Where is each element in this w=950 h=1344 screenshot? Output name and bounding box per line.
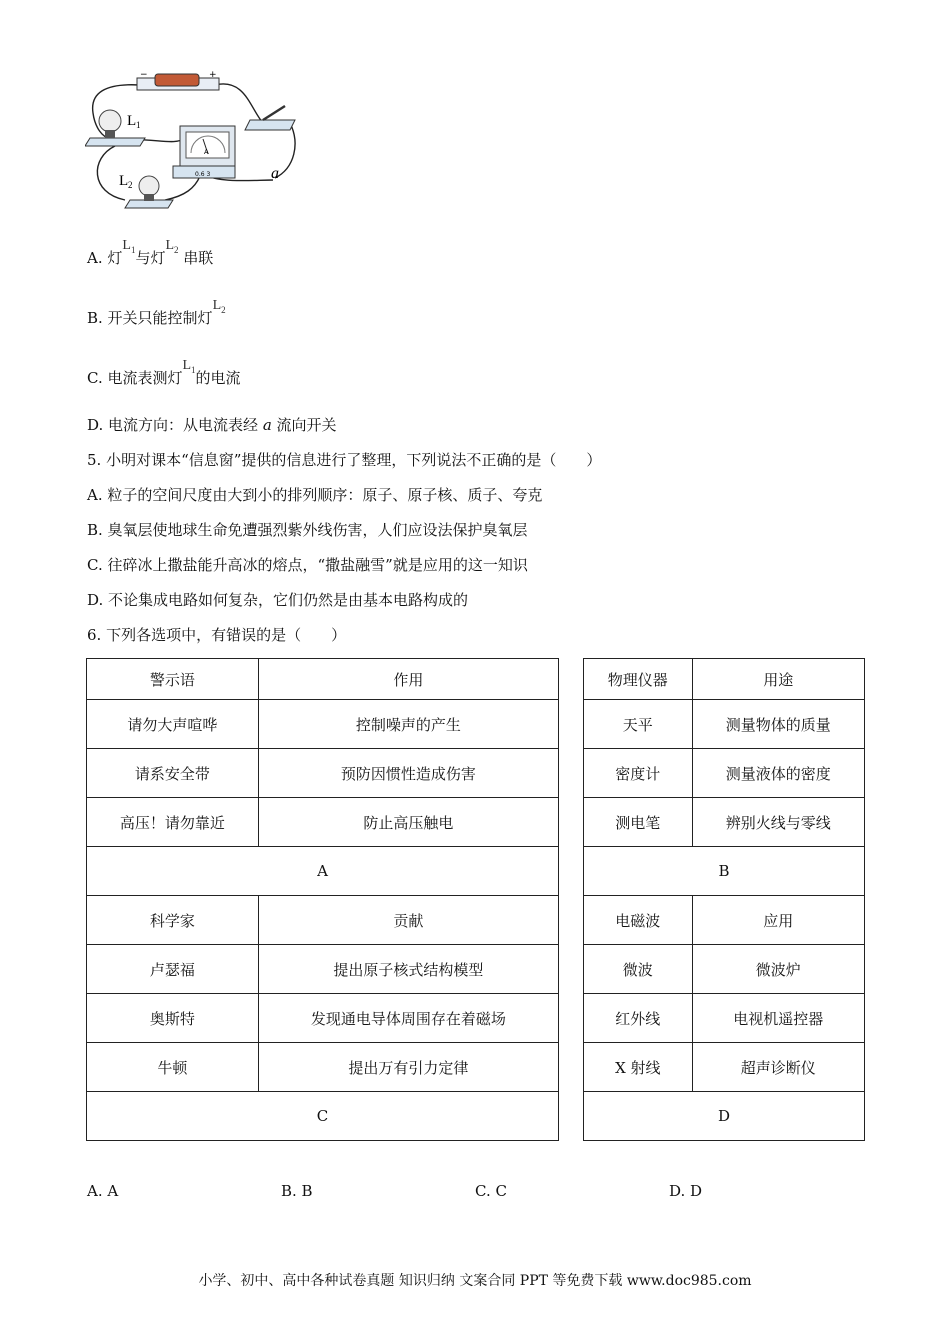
table-b-cell: 测量液体的密度 xyxy=(692,749,864,798)
table-a-header-1: 警示语 xyxy=(87,659,259,700)
table-d-cell: X 射线 xyxy=(584,1043,693,1092)
table-a-header-2: 作用 xyxy=(258,659,558,700)
table-d-cell: 红外线 xyxy=(584,994,693,1043)
table-a-cell: 请系安全带 xyxy=(87,749,259,798)
table-b-cell: 天平 xyxy=(584,700,693,749)
table-b-cell: 辨别火线与零线 xyxy=(692,798,864,847)
table-c-label: C xyxy=(87,1092,559,1141)
table-d-cell: 电视机遥控器 xyxy=(692,994,864,1043)
q5-option-b: B. 臭氧层使地球生命免遭强烈紫外线伤害，人们应设法保护臭氧层 xyxy=(87,521,528,539)
q6-choice-d: D. D xyxy=(669,1182,703,1200)
table-a-label: A xyxy=(87,847,559,896)
table-b-cell: 密度计 xyxy=(584,749,693,798)
circuit-label-a: a xyxy=(271,165,279,182)
q4-option-c: C. 电流表测灯$L_1$的电流 xyxy=(87,358,241,387)
q5-option-d: D. 不论集成电路如何复杂，它们仍然是由基本电路构成的 xyxy=(87,591,469,609)
page-footer: 小学、初中、高中各种试卷真题 知识归纳 文案合同 PPT 等免费下载 www.doc985.com xyxy=(198,1273,752,1289)
table-d-cell: 超声诊断仪 xyxy=(692,1043,864,1092)
q6-choice-c: C. C xyxy=(475,1182,507,1200)
q5-stem: 5. 小明对课本“信息窗”提供的信息进行了整理，下列说法不正确的是（ ） xyxy=(87,451,602,469)
circuit-label-l2-sub: 2 xyxy=(128,180,133,190)
table-c-cell: 卢瑟福 xyxy=(87,945,259,994)
ammeter-scale: 0.6 3 xyxy=(195,171,211,178)
q6-choice-a: A. A xyxy=(87,1182,119,1200)
table-c-cell: 奥斯特 xyxy=(87,994,259,1043)
table-a-cell: 高压！请勿靠近 xyxy=(87,798,259,847)
table-b-header-2: 用途 xyxy=(692,659,864,700)
svg-text:A: A xyxy=(204,148,209,156)
svg-text:−: − xyxy=(140,70,148,80)
q6-table-left xyxy=(86,658,559,1141)
table-a-cell: 防止高压触电 xyxy=(258,798,558,847)
table-b-header-1: 物理仪器 xyxy=(584,659,693,700)
svg-text:+: + xyxy=(209,70,217,80)
table-c-cell: 发现通电导体周围存在着磁场 xyxy=(258,994,558,1043)
q4-option-d: D. 电流方向：从电流表经 a 流向开关 xyxy=(87,416,337,434)
table-a-cell: 预防因惯性造成伤害 xyxy=(258,749,558,798)
table-c-cell: 牛顿 xyxy=(87,1043,259,1092)
table-d-cell: 微波 xyxy=(584,945,693,994)
table-d-header-2: 应用 xyxy=(692,896,864,945)
table-d-label: D xyxy=(584,1092,865,1141)
table-c-cell: 提出万有引力定律 xyxy=(258,1043,558,1092)
table-b-cell: 测电笔 xyxy=(584,798,693,847)
table-a-cell: 控制噪声的产生 xyxy=(258,700,558,749)
circuit-label-l1-sub: 1 xyxy=(136,120,141,130)
q5-option-c: C. 往碎冰上撒盐能升高冰的熔点，“撒盐融雪”就是应用的这一知识 xyxy=(87,556,528,574)
table-c-header-2: 贡献 xyxy=(258,896,558,945)
circuit-diagram xyxy=(85,68,305,218)
q6-choice-b: B. B xyxy=(281,1182,313,1200)
table-d-cell: 微波炉 xyxy=(692,945,864,994)
table-d-header-1: 电磁波 xyxy=(584,896,693,945)
q5-option-a: A. 粒子的空间尺度由大到小的排列顺序：原子、原子核、质子、夸克 xyxy=(87,486,543,504)
table-b-cell: 测量物体的质量 xyxy=(692,700,864,749)
circuit-label-l1: L xyxy=(127,113,137,129)
table-c-cell: 提出原子核式结构模型 xyxy=(258,945,558,994)
q6-table-right xyxy=(583,658,865,1141)
q6-stem: 6. 下列各选项中，有错误的是（ ） xyxy=(87,626,347,644)
table-c-header-1: 科学家 xyxy=(87,896,259,945)
circuit-label-l2: L xyxy=(119,173,129,189)
q4-option-b: B. 开关只能控制灯$L_2$ xyxy=(87,298,226,327)
q4-option-a: A. 灯$L_1$与灯$L_2$ 串联 xyxy=(87,238,214,267)
table-b-label: B xyxy=(584,847,865,896)
table-a-cell: 请勿大声喧哗 xyxy=(87,700,259,749)
